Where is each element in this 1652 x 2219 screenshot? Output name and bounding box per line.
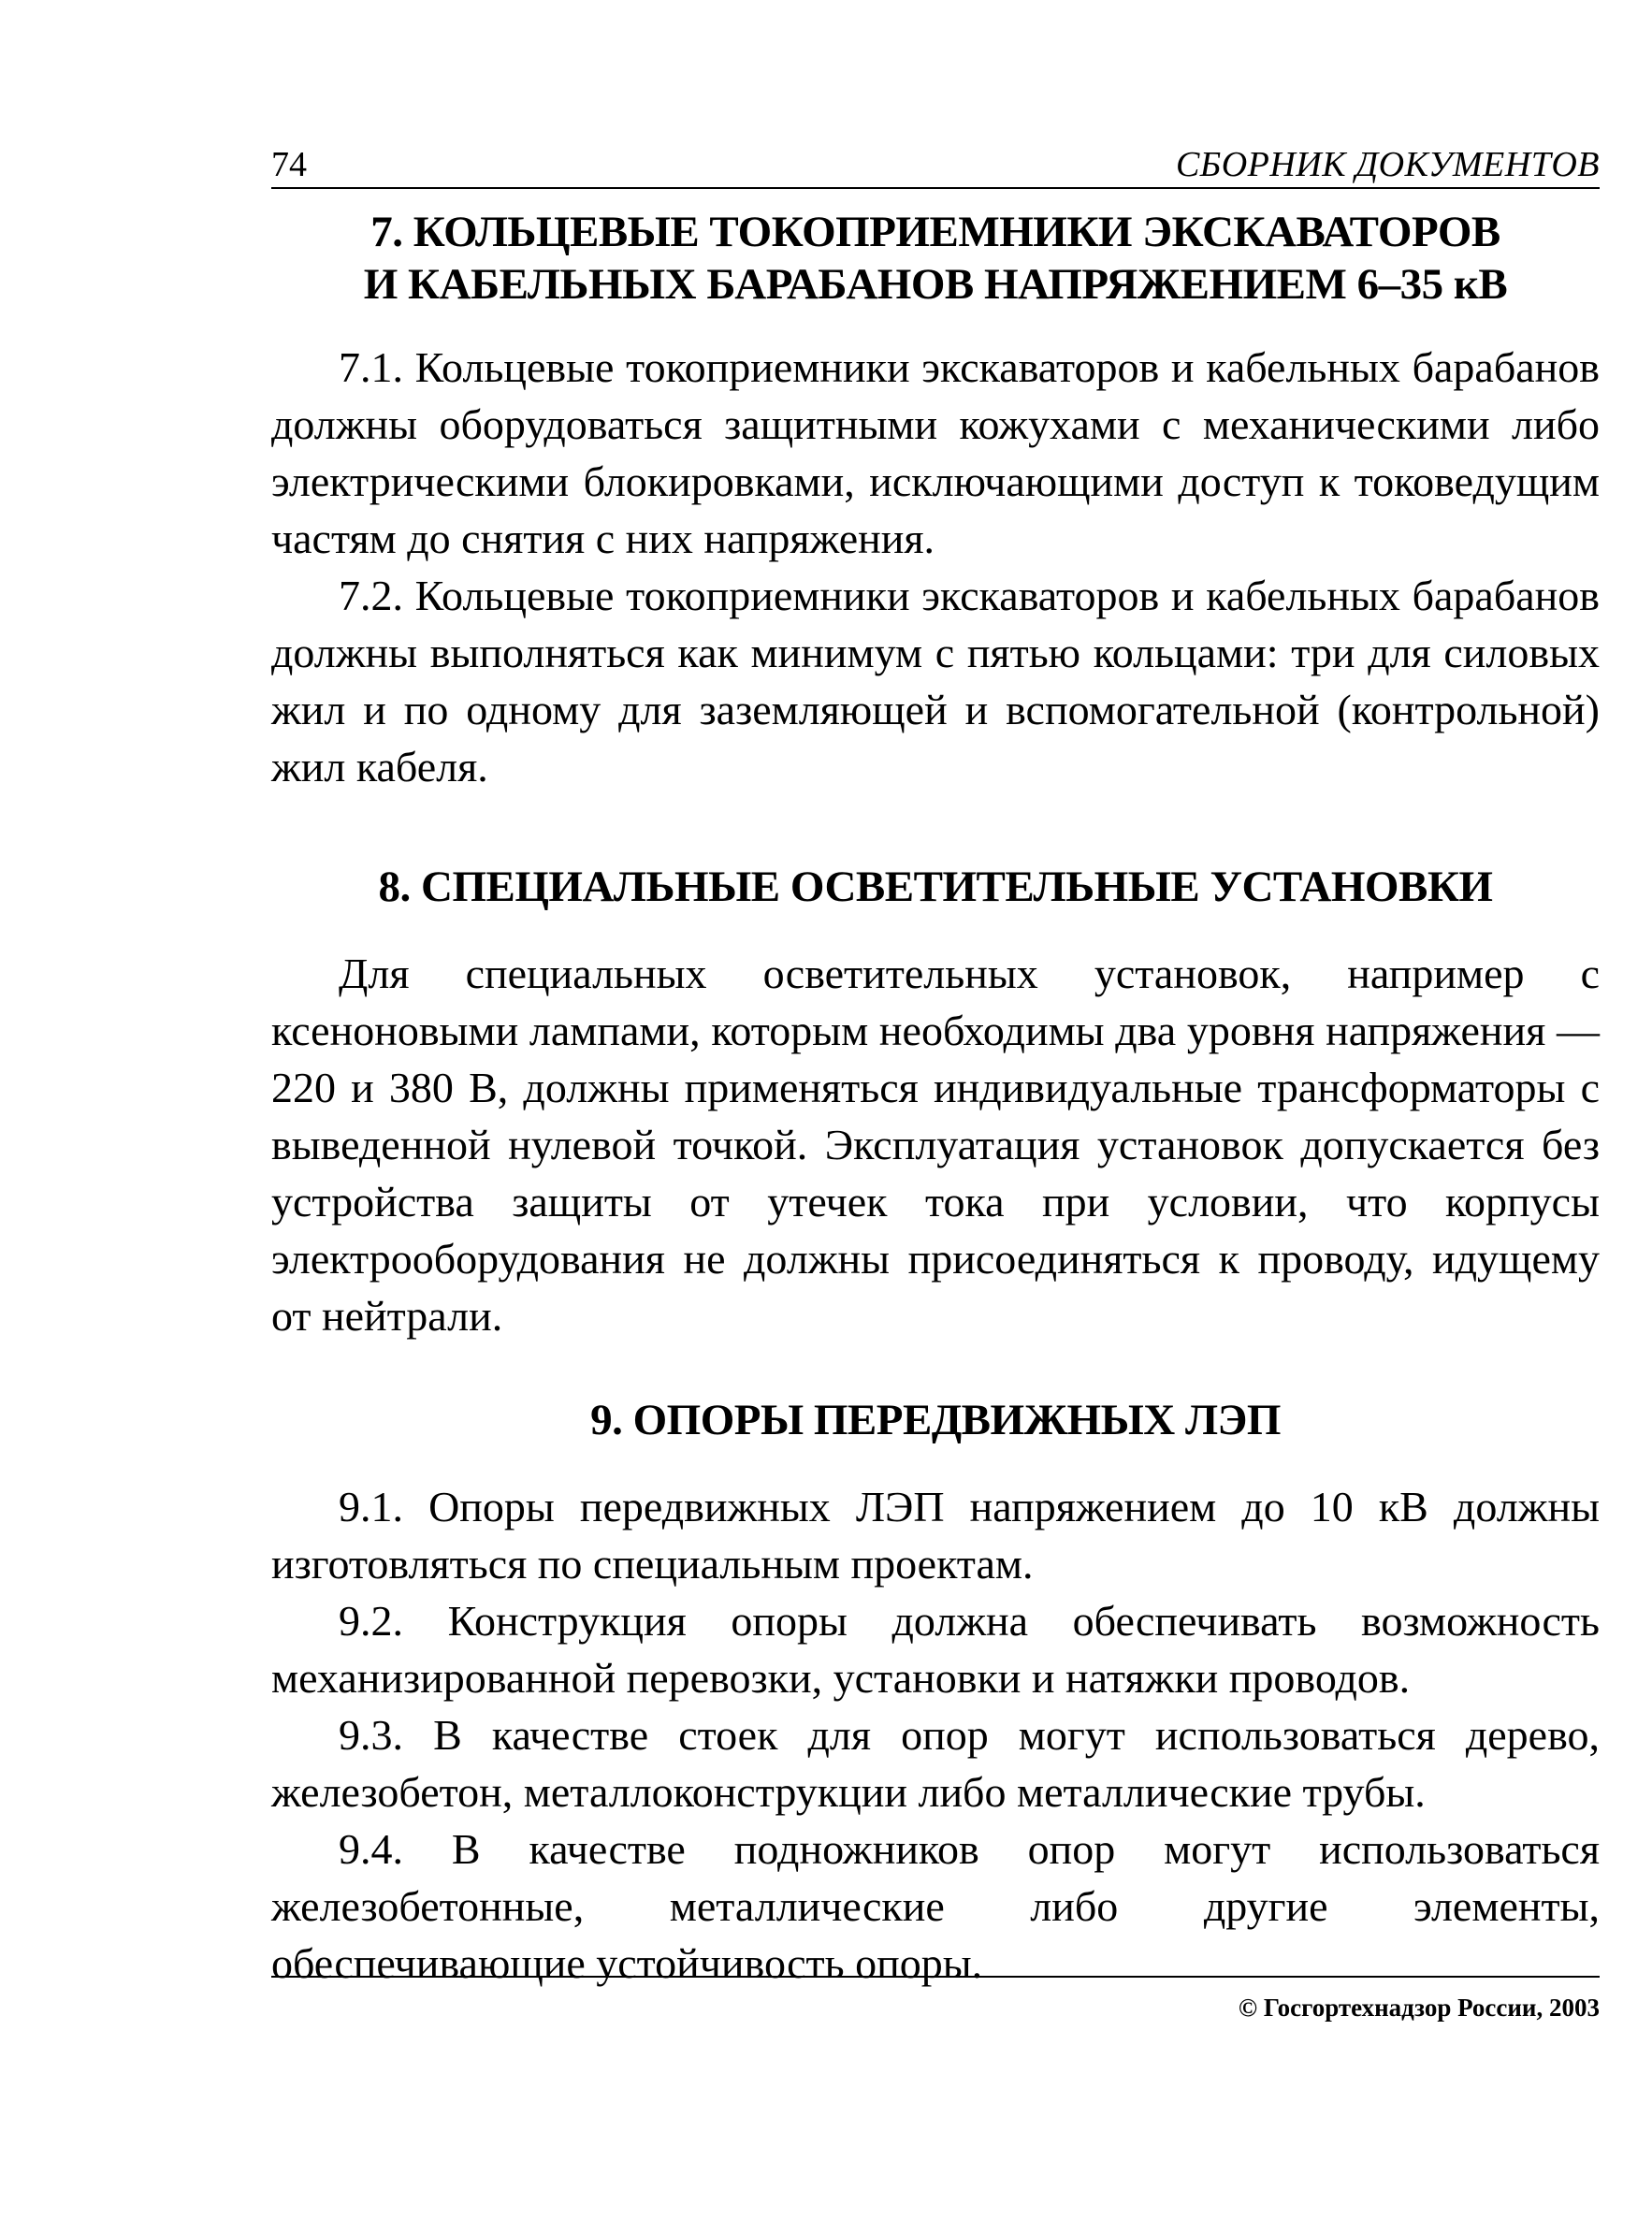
section-8 — [271, 861, 1600, 1344]
paragraph-9-3: 9.3. В качестве стоек для опор могут использоваться дерево, железобетон, металлоконструкции либо металлические трубы. — [271, 1711, 1600, 1816]
paragraph-7-2: 7.2. Кольцевые токоприемники экскаваторов и кабельных барабанов должны выполняться как минимум с пятью кольцами: три для силовых жил и по одному для заземляющей и вспомогательной (контрольной) жил кабеля. — [271, 572, 1600, 790]
section-9-title: 9. ОПОРЫ ПЕРЕДВИЖНЫХ ЛЭП — [590, 1396, 1281, 1444]
section-7 — [271, 206, 1600, 795]
collection-title: СБОРНИК ДОКУМЕНТОВ — [1175, 145, 1600, 184]
section-8-title: 8. СПЕЦИАЛЬНЫЕ ОСВЕТИТЕЛЬНЫЕ УСТАНОВКИ — [378, 863, 1493, 911]
section-7-title — [271, 206, 1600, 311]
copyright-notice: © Госгортехнадзор России, 2003 — [1238, 1994, 1600, 2022]
running-header — [271, 140, 1600, 189]
document-page — [271, 140, 1600, 2022]
footer-divider — [271, 1976, 1600, 1978]
section-7-title-line1: 7. КОЛЬЦЕВЫЕ ТОКОПРИЕМНИКИ ЭКСКАВАТОРОВ — [370, 208, 1500, 256]
paragraph-7-1: 7.1. Кольцевые токоприемники экскаваторов и кабельных барабанов должны оборудоваться защитными кожухами с механическими либо электрическими блокировками, исключающими доступ к токоведущим частям до снятия с них напряжения. — [271, 343, 1600, 562]
paragraph-8: Для специальных осветительных установок, например с ксеноновыми лампами, которым необходимы два уровня напряжения — 220 и 380 В, должны применяться индивидуальные трансформаторы с выведенной нулевой точкой. Эксплуатация установок допускается без устройства защиты от утечек тока при условии, что корпусы электрооборудования не должны присоединяться к проводу, идущему от нейтрали. — [271, 950, 1600, 1340]
paragraph-9-4: 9.4. В качестве подножников опор могут использоваться железобетонные, металлические либо другие элементы, обеспечивающие устойчивость опоры. — [271, 1825, 1600, 1987]
paragraph-9-1: 9.1. Опоры передвижных ЛЭП напряжением до 10 кВ должны изготовляться по специальным проектам. — [271, 1483, 1600, 1588]
section-7-title-line2: И КАБЕЛЬНЫХ БАРАБАНОВ НАПРЯЖЕНИЕМ 6–35 кВ — [363, 260, 1508, 309]
section-9 — [271, 1394, 1600, 1992]
page-number: 74 — [271, 145, 307, 184]
paragraph-9-2: 9.2. Конструкция опоры должна обеспечивать возможность механизированной перевозки, установки и натяжки проводов. — [271, 1597, 1600, 1702]
